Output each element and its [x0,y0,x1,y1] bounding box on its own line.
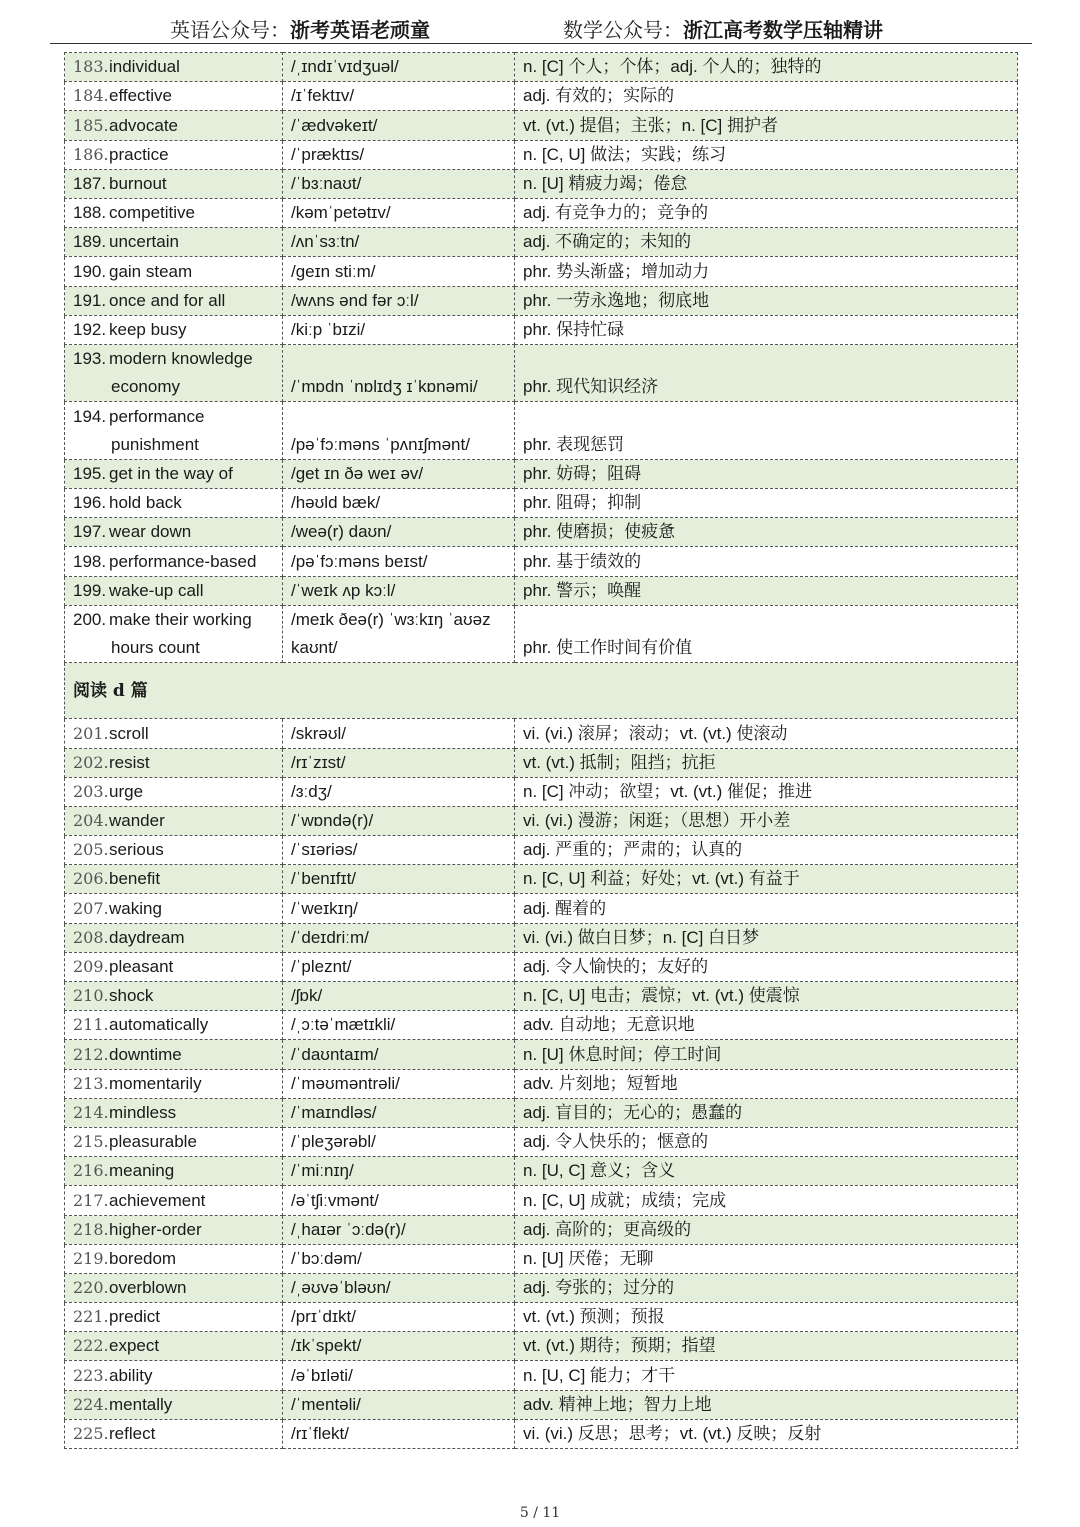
phonetic-cell: /pəˈfɔːməns ˈpʌnɪʃmənt/ [283,402,515,460]
phonetic-cell: /ˌɪndɪˈvɪdʒuəl/ [283,53,515,82]
definition-cell: phr. 使磨损；使疲惫 [515,518,1018,547]
phonetic-cell: /pəˈfɔːməns beɪst/ [283,547,515,576]
definition-cell: n. [U] 精疲力竭；倦怠 [515,169,1018,198]
definition-cell: adj. 令人愉快的；友好的 [515,952,1018,981]
phonetic-cell: /ˈmaɪndləs/ [283,1098,515,1127]
word-cell: 184.effective [65,82,283,111]
page-number: 5 / 11 [519,1505,561,1521]
table-row [65,1215,1018,1244]
definition-cell: vt. (vt.) 提倡；主张；n. [C] 拥护者 [515,111,1018,140]
table-row [65,518,1018,547]
phonetic-cell: /ˈweɪkɪŋ/ [283,894,515,923]
definition-cell: n. [C] 冲动；欲望；vt. (vt.) 催促；推进 [515,777,1018,806]
definition-cell: vt. (vt.) 抵制；阻挡；抗拒 [515,748,1018,777]
word-cell: 202.resist [65,748,283,777]
word-cell: 209.pleasant [65,952,283,981]
definition-cell: adv. 自动地；无意识地 [515,1011,1018,1040]
phonetic-cell: /rɪˈflekt/ [283,1419,515,1448]
table-row [65,53,1018,82]
word-cell: 221.predict [65,1303,283,1332]
phonetic-cell: /ˈbɜːnaʊt/ [283,169,515,198]
phonetic-cell: /ˈbenɪfɪt/ [283,865,515,894]
table-row [65,748,1018,777]
phonetic-cell: /ˈwɒndə(r)/ [283,806,515,835]
word-cell: 212.downtime [65,1040,283,1069]
word-cell: 217.achievement [65,1186,283,1215]
math-account-label: 数学公众号：浙江高考数学压轴精讲 [563,18,883,42]
word-cell: 208.daydream [65,923,283,952]
phonetic-cell: /ɪˈfektɪv/ [283,82,515,111]
table-row [65,1127,1018,1156]
table-row [65,198,1018,227]
table-row [65,1157,1018,1186]
table-row [65,1098,1018,1127]
word-cell: 222.expect [65,1332,283,1361]
phonetic-cell: /ˌɔːtəˈmætɪkli/ [283,1011,515,1040]
table-row [65,111,1018,140]
phonetic-cell: /prɪˈdɪkt/ [283,1303,515,1332]
definition-cell: phr. 使工作时间有价值 [515,605,1018,663]
math-account-name: 浙江高考数学压轴精讲 [683,18,883,42]
table-row [65,402,1018,460]
word-cell: 196. hold back [65,489,283,518]
word-cell: 204.wander [65,806,283,835]
word-cell: 218.higher-order [65,1215,283,1244]
table-row [65,140,1018,169]
definition-cell: phr. 现代知识经济 [515,344,1018,402]
table-row [65,1069,1018,1098]
definition-cell: adj. 不确定的；未知的 [515,228,1018,257]
phonetic-cell: /meɪk ðeə(r) ˈwɜːkɪŋ ˈaʊəz kaʊnt/ [283,605,515,663]
table-row [65,952,1018,981]
table-row [65,228,1018,257]
table-row [65,865,1018,894]
phonetic-cell: /weə(r) daʊn/ [283,518,515,547]
definition-cell: n. [U, C] 能力；才干 [515,1361,1018,1390]
table-row [65,1244,1018,1273]
word-cell: 186.practice [65,140,283,169]
word-cell: 210.shock [65,982,283,1011]
table-row [65,1186,1018,1215]
phonetic-cell: /ˈædvəkeɪt/ [283,111,515,140]
table-row [65,547,1018,576]
word-cell: 213.momentarily [65,1069,283,1098]
definition-cell: n. [C, U] 电击；震惊；vt. (vt.) 使震惊 [515,982,1018,1011]
table-row [65,344,1018,402]
definition-cell: phr. 一劳永逸地；彻底地 [515,286,1018,315]
table-row [65,169,1018,198]
definition-cell: adj. 令人快乐的；惬意的 [515,1127,1018,1156]
english-account-label: 英语公众号：浙考英语老顽童 [170,18,430,42]
table-row [65,1273,1018,1302]
table-row [65,605,1018,663]
phonetic-cell: /ɜːdʒ/ [283,777,515,806]
definition-cell: adj. 醒着的 [515,894,1018,923]
word-cell: 225.reflect [65,1419,283,1448]
table-row [65,489,1018,518]
phonetic-cell: /ʌnˈsɜːtn/ [283,228,515,257]
table-row [65,459,1018,488]
word-cell: 203.urge [65,777,283,806]
phonetic-cell: /ˈpræktɪs/ [283,140,515,169]
word-cell: 194. performance punishment [65,402,283,460]
definition-cell: n. [C, U] 成就；成绩；完成 [515,1186,1018,1215]
word-cell: 219.boredom [65,1244,283,1273]
phonetic-cell: /skrəʊl/ [283,719,515,748]
section-title: 阅读 d 篇 [65,663,1018,719]
phonetic-cell: /əˈbɪləti/ [283,1361,515,1390]
vocab-table [64,52,1018,1449]
word-cell: 215.pleasurable [65,1127,283,1156]
table-row [65,719,1018,748]
definition-cell: phr. 表现惩罚 [515,402,1018,460]
word-cell: 198. performance-based [65,547,283,576]
phonetic-cell: /ˈmiːnɪŋ/ [283,1157,515,1186]
word-cell: 216.meaning [65,1157,283,1186]
phonetic-cell: /ˈdaʊntaɪm/ [283,1040,515,1069]
definition-cell: n. [U, C] 意义；含义 [515,1157,1018,1186]
word-cell: 188. competitive [65,198,283,227]
definition-cell: adj. 有效的；实际的 [515,82,1018,111]
word-cell: 195. get in the way of [65,459,283,488]
definition-cell: adj. 严重的；严肃的；认真的 [515,836,1018,865]
definition-cell: n. [C, U] 利益；好处；vt. (vt.) 有益于 [515,865,1018,894]
definition-cell: vt. (vt.) 预测；预报 [515,1303,1018,1332]
word-cell: 192. keep busy [65,315,283,344]
word-cell: 207.waking [65,894,283,923]
definition-cell: phr. 警示；唤醒 [515,576,1018,605]
word-cell: 189. uncertain [65,228,283,257]
phonetic-cell: /ˌəʊvəˈbləʊn/ [283,1273,515,1302]
definition-cell: phr. 妨碍；阻碍 [515,459,1018,488]
word-cell: 187. burnout [65,169,283,198]
definition-cell: n. [U] 休息时间；停工时间 [515,1040,1018,1069]
definition-cell: n. [U] 厌倦；无聊 [515,1244,1018,1273]
definition-cell: phr. 保持忙碌 [515,315,1018,344]
table-row [65,923,1018,952]
word-cell: 190. gain steam [65,257,283,286]
phonetic-cell: /rɪˈzɪst/ [283,748,515,777]
table-row [65,777,1018,806]
table-row [65,836,1018,865]
phonetic-cell: /ɡeɪn stiːm/ [283,257,515,286]
word-cell: 223.ability [65,1361,283,1390]
section-heading-row [65,663,1018,719]
word-cell: 197. wear down [65,518,283,547]
definition-cell: vi. (vi.) 滚屏；滚动；vt. (vt.) 使滚动 [515,719,1018,748]
phonetic-cell: /əˈtʃiːvmənt/ [283,1186,515,1215]
table-row [65,1011,1018,1040]
table-row [65,982,1018,1011]
phonetic-cell: /wʌns ənd fər ɔːl/ [283,286,515,315]
definition-cell: adj. 高阶的；更高级的 [515,1215,1018,1244]
definition-cell: phr. 阻碍；抑制 [515,489,1018,518]
phonetic-cell: /ˈpleʒərəbl/ [283,1127,515,1156]
definition-cell: adv. 片刻地；短暂地 [515,1069,1018,1098]
word-cell: 200. make their working hours count [65,605,283,663]
definition-cell: vi. (vi.) 做白日梦；n. [C] 白日梦 [515,923,1018,952]
phonetic-cell: /kəmˈpetətɪv/ [283,198,515,227]
word-cell: 185.advocate [65,111,283,140]
phonetic-cell: /ˈsɪəriəs/ [283,836,515,865]
english-account-name: 浙考英语老顽童 [290,18,430,42]
table-row [65,1361,1018,1390]
header-rule [50,43,1032,44]
word-cell: 191. once and for all [65,286,283,315]
table-row [65,286,1018,315]
phonetic-cell: /ɡet ɪn ðə weɪ əv/ [283,459,515,488]
word-cell: 206.benefit [65,865,283,894]
word-cell: 193. modern knowledge economy [65,344,283,402]
definition-cell: vi. (vi.) 反思；思考；vt. (vt.) 反映；反射 [515,1419,1018,1448]
definition-cell: vi. (vi.) 漫游；闲逛；（思想）开小差 [515,806,1018,835]
word-cell: 211.automatically [65,1011,283,1040]
definition-cell: adv. 精神上地；智力上地 [515,1390,1018,1419]
definition-cell: n. [C] 个人；个体；adj. 个人的；独特的 [515,53,1018,82]
definition-cell: vt. (vt.) 期待；预期；指望 [515,1332,1018,1361]
phonetic-cell: /ˈmɒdn ˈnɒlɪdʒ ɪˈkɒnəmi/ [283,344,515,402]
phonetic-cell: /ˌhaɪər ˈɔːdə(r)/ [283,1215,515,1244]
phonetic-cell: /ʃɒk/ [283,982,515,1011]
word-cell: 224.mentally [65,1390,283,1419]
word-cell: 205.serious [65,836,283,865]
table-row [65,257,1018,286]
definition-cell: phr. 势头渐盛；增加动力 [515,257,1018,286]
phonetic-cell: /kiːp ˈbɪzi/ [283,315,515,344]
table-row [65,1332,1018,1361]
phonetic-cell: /ˈmentəli/ [283,1390,515,1419]
phonetic-cell: /ˈweɪk ʌp kɔːl/ [283,576,515,605]
table-row [65,806,1018,835]
table-row [65,894,1018,923]
page-header [0,10,1080,44]
definition-cell: n. [C, U] 做法；实践；练习 [515,140,1018,169]
phonetic-cell: /ˈbɔːdəm/ [283,1244,515,1273]
word-cell: 214.mindless [65,1098,283,1127]
word-cell: 201.scroll [65,719,283,748]
phonetic-cell: /ˈməʊməntrəli/ [283,1069,515,1098]
table-row [65,576,1018,605]
word-cell: 199. wake-up call [65,576,283,605]
definition-cell: adj. 有竞争力的；竞争的 [515,198,1018,227]
phonetic-cell: /ɪkˈspekt/ [283,1332,515,1361]
table-row [65,82,1018,111]
definition-cell: adj. 夸张的；过分的 [515,1273,1018,1302]
table-row [65,1303,1018,1332]
word-cell: 220.overblown [65,1273,283,1302]
definition-cell: adj. 盲目的；无心的；愚蠢的 [515,1098,1018,1127]
table-row [65,1419,1018,1448]
phonetic-cell: /ˈpleznt/ [283,952,515,981]
table-row [65,1040,1018,1069]
definition-cell: phr. 基于绩效的 [515,547,1018,576]
phonetic-cell: /həʊld bæk/ [283,489,515,518]
table-row [65,315,1018,344]
word-cell: 183.individual [65,53,283,82]
table-row [65,1390,1018,1419]
phonetic-cell: /ˈdeɪdriːm/ [283,923,515,952]
